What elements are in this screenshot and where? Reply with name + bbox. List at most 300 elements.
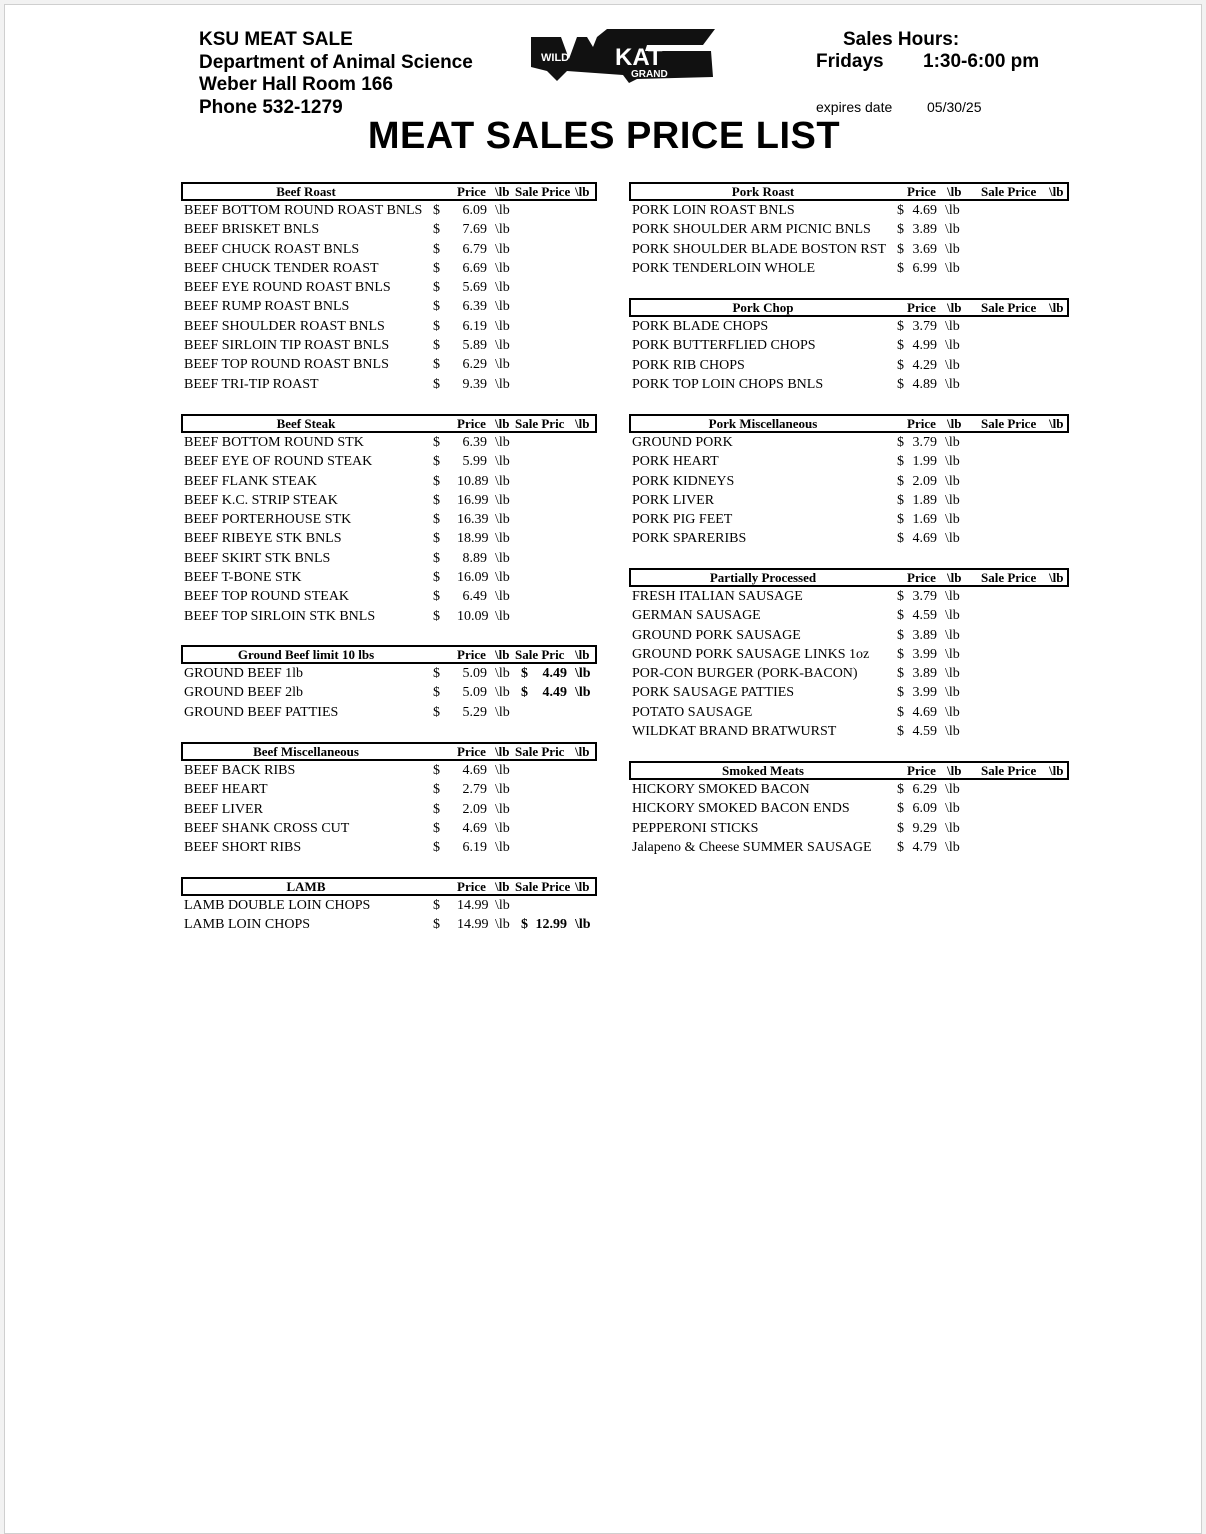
- currency-symbol: $: [433, 608, 440, 624]
- section-header: [181, 182, 597, 201]
- unit-column-header: \lb: [947, 763, 962, 778]
- item-name: PORK LOIN ROAST BNLS: [632, 203, 795, 218]
- item-name: GROUND BEEF PATTIES: [184, 704, 339, 720]
- sale-unit-column-header: \lb: [1049, 570, 1064, 585]
- currency-symbol: $: [433, 820, 440, 836]
- price-row: [181, 433, 597, 452]
- item-name: BEEF BOTTOM ROUND STK: [184, 435, 364, 450]
- currency-symbol: $: [433, 782, 440, 798]
- currency-symbol: $: [433, 203, 440, 218]
- currency-symbol: $: [897, 646, 904, 662]
- sale-price-column-header: Sale Price: [981, 416, 1037, 431]
- item-unit: \lb: [495, 318, 510, 334]
- price-column-header: Price: [457, 744, 486, 759]
- sale-currency-symbol: $: [521, 685, 528, 701]
- currency-symbol: $: [897, 319, 904, 334]
- item-name: BEEF TOP ROUND ROAST BNLS: [184, 357, 389, 373]
- section-title: Partially Processed: [709, 570, 817, 585]
- sale-unit: \lb: [575, 666, 591, 681]
- item-price: 6.29: [462, 357, 487, 373]
- item-unit: \lb: [495, 260, 510, 276]
- item-unit: \lb: [945, 492, 960, 508]
- item-unit: \lb: [495, 473, 510, 489]
- price-row: [629, 683, 1069, 702]
- currency-symbol: $: [897, 724, 904, 740]
- price-row: [181, 259, 597, 278]
- price-column-header: Price: [907, 416, 936, 431]
- item-unit: \lb: [945, 589, 960, 604]
- unit-column-header: \lb: [495, 416, 510, 431]
- department: Department of Animal Science: [199, 51, 473, 73]
- header-info: [199, 29, 473, 119]
- sale-price-column-header: Sale Pric: [515, 647, 565, 662]
- item-unit: \lb: [945, 241, 960, 257]
- currency-symbol: $: [433, 704, 440, 720]
- currency-symbol: $: [433, 685, 440, 701]
- item-price: 14.99: [457, 917, 489, 933]
- price-row: [629, 722, 1069, 741]
- item-unit: \lb: [945, 338, 960, 354]
- item-unit: \lb: [495, 203, 510, 218]
- section-header: [181, 414, 597, 433]
- currency-symbol: $: [433, 898, 440, 913]
- sale-unit-column-header: \lb: [575, 744, 590, 759]
- price-row: [181, 491, 597, 510]
- currency-symbol: $: [897, 492, 904, 508]
- price-row: [181, 375, 597, 394]
- currency-symbol: $: [433, 763, 440, 778]
- item-unit: \lb: [495, 376, 510, 392]
- item-price: 6.49: [462, 589, 487, 605]
- sale-unit-column-header: \lb: [1049, 300, 1064, 315]
- section-header: [629, 761, 1069, 780]
- item-unit: \lb: [945, 704, 960, 720]
- price-column-header: Price: [907, 300, 936, 315]
- item-name: GROUND BEEF 1lb: [184, 666, 304, 681]
- item-unit: \lb: [495, 454, 510, 470]
- currency-symbol: $: [433, 589, 440, 605]
- item-name: PORK TOP LOIN CHOPS BNLS: [632, 376, 824, 392]
- section-title: Beef Roast: [276, 184, 336, 199]
- item-name: BEEF RIBEYE STK BNLS: [184, 531, 342, 547]
- price-row: [629, 259, 1069, 278]
- item-price: 5.99: [462, 454, 487, 470]
- currency-symbol: $: [897, 608, 904, 624]
- section-header: [629, 568, 1069, 587]
- price-row: [181, 838, 597, 857]
- item-price: 16.09: [457, 570, 489, 586]
- currency-symbol: $: [433, 299, 440, 315]
- currency-symbol: $: [433, 338, 440, 354]
- item-price: 6.79: [462, 241, 487, 257]
- price-row: [629, 472, 1069, 491]
- currency-symbol: $: [897, 376, 904, 392]
- item-unit: \lb: [495, 666, 510, 681]
- item-unit: \lb: [495, 763, 510, 778]
- price-row: [629, 838, 1069, 857]
- section-header: [629, 182, 1069, 201]
- item-unit: \lb: [495, 685, 510, 701]
- item-name: POTATO SAUSAGE: [632, 704, 753, 720]
- item-name: BEEF BRISKET BNLS: [184, 222, 320, 238]
- item-unit: \lb: [945, 222, 960, 238]
- section-beef-steak: [181, 414, 597, 626]
- currency-symbol: $: [433, 376, 440, 392]
- item-price: 6.99: [912, 260, 937, 276]
- item-name: BEEF RUMP ROAST BNLS: [184, 299, 350, 315]
- currency-symbol: $: [897, 531, 904, 547]
- currency-symbol: $: [897, 222, 904, 238]
- section-header: [181, 645, 597, 664]
- currency-symbol: $: [897, 589, 904, 604]
- item-unit: \lb: [945, 376, 960, 392]
- section-title: Pork Miscellaneous: [708, 416, 818, 431]
- item-price: 16.99: [457, 492, 489, 508]
- sales-hours-label: Sales Hours:: [843, 29, 960, 50]
- item-price: 2.09: [462, 801, 487, 817]
- item-name: BEEF EYE ROUND ROAST BNLS: [184, 280, 391, 296]
- section-title: LAMB: [286, 879, 326, 894]
- org-name: KSU MEAT SALE: [199, 29, 353, 50]
- logo-grand-text: GRAND: [631, 69, 668, 80]
- section-header: [181, 877, 597, 896]
- section-smoked-meats: [629, 761, 1069, 857]
- item-price: 5.29: [462, 704, 487, 720]
- price-column-header: Price: [457, 647, 486, 662]
- item-price: 1.99: [912, 454, 937, 470]
- item-unit: \lb: [945, 260, 960, 276]
- sale-price: 4.49: [542, 685, 567, 701]
- item-price: 2.09: [912, 473, 937, 489]
- section-header: [181, 742, 597, 761]
- currency-symbol: $: [897, 704, 904, 720]
- currency-symbol: $: [897, 839, 904, 855]
- currency-symbol: $: [433, 260, 440, 276]
- item-name: BEEF BOTTOM ROUND ROAST BNLS: [184, 203, 423, 218]
- item-name: BEEF CHUCK ROAST BNLS: [184, 241, 360, 257]
- price-row: [629, 529, 1069, 548]
- currency-symbol: $: [433, 241, 440, 257]
- price-row: [629, 799, 1069, 818]
- item-name: BEEF TRI-TIP ROAST: [184, 376, 319, 392]
- item-price: 1.89: [912, 492, 937, 508]
- price-row: [181, 587, 597, 606]
- item-unit: \lb: [495, 222, 510, 238]
- item-name: PORK SHOULDER BLADE BOSTON RST: [632, 241, 887, 257]
- currency-symbol: $: [897, 666, 904, 682]
- price-row: [181, 355, 597, 374]
- item-unit: \lb: [945, 801, 960, 817]
- item-unit: \lb: [495, 898, 510, 913]
- unit-column-header: \lb: [495, 744, 510, 759]
- item-unit: \lb: [495, 704, 510, 720]
- expires-date: 05/30/25: [927, 99, 982, 115]
- item-unit: \lb: [945, 820, 960, 836]
- item-unit: \lb: [495, 299, 510, 315]
- logo-wild-text: WILD: [541, 52, 570, 64]
- item-price: 5.09: [462, 666, 487, 681]
- sale-unit-column-header: \lb: [1049, 416, 1064, 431]
- price-row: [629, 645, 1069, 664]
- price-column-header: Price: [907, 763, 936, 778]
- price-row: [629, 317, 1069, 336]
- sale-price: 4.49: [542, 666, 567, 681]
- unit-column-header: \lb: [495, 184, 510, 199]
- item-unit: \lb: [495, 512, 510, 528]
- price-row: [629, 664, 1069, 683]
- item-name: BEEF EYE OF ROUND STEAK: [184, 454, 373, 470]
- section-header: [629, 298, 1069, 317]
- section-pork-chop: [629, 298, 1069, 394]
- item-unit: \lb: [495, 820, 510, 836]
- currency-symbol: $: [897, 338, 904, 354]
- item-unit: \lb: [945, 435, 960, 450]
- price-row: [181, 201, 597, 220]
- section-pork-roast: [629, 182, 1069, 278]
- item-name: PORK SAUSAGE PATTIES: [632, 685, 795, 701]
- item-price: 6.39: [462, 435, 487, 450]
- item-unit: \lb: [945, 685, 960, 701]
- item-price: 6.09: [912, 801, 937, 817]
- item-unit: \lb: [495, 589, 510, 605]
- unit-column-header: \lb: [495, 647, 510, 662]
- item-price: 8.89: [462, 550, 487, 566]
- price-column-header: Price: [457, 416, 486, 431]
- currency-symbol: $: [897, 357, 904, 373]
- sale-price-column-header: Sale Pric: [515, 416, 565, 431]
- item-price: 4.89: [912, 376, 937, 392]
- sale-price-column-header: Sale Pric: [515, 744, 565, 759]
- sale-unit-column-header: \lb: [575, 416, 590, 431]
- item-name: POR-CON BURGER (PORK-BACON): [632, 666, 858, 682]
- unit-column-header: \lb: [947, 300, 962, 315]
- price-row: [181, 278, 597, 297]
- item-price: 6.19: [462, 840, 487, 856]
- item-name: BEEF SHOULDER ROAST BNLS: [184, 318, 385, 334]
- sale-price-column-header: Sale Price: [981, 763, 1037, 778]
- item-unit: \lb: [945, 839, 960, 855]
- item-name: BEEF SKIRT STK BNLS: [184, 550, 331, 566]
- logo-kat-text: KAT: [615, 44, 663, 71]
- sale-price-column-header: Sale Price: [515, 879, 571, 894]
- sale-unit: \lb: [575, 685, 591, 701]
- section-title: Ground Beef limit 10 lbs: [237, 647, 375, 662]
- item-unit: \lb: [495, 357, 510, 373]
- item-price: 4.79: [912, 839, 937, 855]
- item-name: BEEF LIVER: [184, 801, 263, 817]
- item-price: 16.39: [457, 512, 489, 528]
- item-name: PORK LIVER: [632, 492, 715, 508]
- price-row: [629, 606, 1069, 625]
- currency-symbol: $: [897, 512, 904, 528]
- item-unit: \lb: [495, 531, 510, 547]
- item-name: BEEF HEART: [184, 782, 268, 798]
- price-row: [181, 761, 597, 780]
- price-row: [629, 510, 1069, 529]
- item-unit: \lb: [495, 241, 510, 257]
- price-row: [629, 375, 1069, 394]
- item-price: 4.59: [912, 608, 937, 624]
- item-name: GROUND BEEF 2lb: [184, 685, 304, 701]
- room: Weber Hall Room 166: [199, 74, 393, 95]
- currency-symbol: $: [897, 203, 904, 218]
- price-row: [181, 297, 597, 316]
- item-price: 4.69: [912, 203, 937, 218]
- item-unit: \lb: [495, 608, 510, 624]
- item-unit: \lb: [945, 627, 960, 643]
- currency-symbol: $: [897, 782, 904, 797]
- sale-unit-column-header: \lb: [1049, 763, 1064, 778]
- currency-symbol: $: [433, 531, 440, 547]
- price-row: [629, 452, 1069, 471]
- currency-symbol: $: [433, 222, 440, 238]
- unit-column-header: \lb: [947, 570, 962, 585]
- item-price: 14.99: [457, 898, 489, 913]
- item-name: BEEF SHORT RIBS: [184, 840, 302, 856]
- item-name: PORK PIG FEET: [632, 512, 733, 528]
- item-price: 3.89: [912, 222, 937, 238]
- item-name: HICKORY SMOKED BACON ENDS: [632, 801, 850, 817]
- item-price: 4.69: [462, 820, 487, 836]
- item-unit: \lb: [945, 782, 960, 797]
- item-price: 3.89: [912, 666, 937, 682]
- sale-price-column-header: Sale Price: [981, 570, 1037, 585]
- price-row: [181, 683, 597, 702]
- item-unit: \lb: [945, 473, 960, 489]
- price-row: [181, 819, 597, 838]
- item-name: BEEF FLANK STEAK: [184, 473, 318, 489]
- sale-currency-symbol: $: [521, 917, 528, 933]
- price-column-header: Price: [457, 879, 486, 894]
- item-price: 3.89: [912, 627, 937, 643]
- item-name: PORK HEART: [632, 454, 719, 470]
- item-price: 4.69: [462, 763, 487, 778]
- price-row: [629, 780, 1069, 799]
- section-title: Pork Chop: [732, 300, 794, 315]
- item-name: LAMB DOUBLE LOIN CHOPS: [184, 898, 371, 913]
- section-title: Beef Steak: [276, 416, 336, 431]
- price-row: [629, 491, 1069, 510]
- item-name: Jalapeno & Cheese SUMMER SAUSAGE: [632, 839, 872, 855]
- item-price: 3.79: [912, 435, 937, 450]
- item-name: BEEF BACK RIBS: [184, 763, 296, 778]
- section-title: Pork Roast: [731, 184, 795, 199]
- unit-column-header: \lb: [947, 184, 962, 199]
- currency-symbol: $: [433, 512, 440, 528]
- item-price: 9.39: [462, 376, 487, 392]
- item-name: PORK KIDNEYS: [632, 473, 735, 489]
- item-name: BEEF T-BONE STK: [184, 570, 302, 586]
- currency-symbol: $: [433, 666, 440, 681]
- price-column-header: Price: [907, 570, 936, 585]
- sale-unit-column-header: \lb: [575, 647, 590, 662]
- phone: Phone 532-1279: [199, 96, 343, 118]
- price-row: [629, 433, 1069, 452]
- item-name: BEEF SIRLOIN TIP ROAST BNLS: [184, 338, 390, 354]
- item-name: GERMAN SAUSAGE: [632, 608, 761, 624]
- price-row: [629, 336, 1069, 355]
- price-row: [181, 549, 597, 568]
- item-unit: \lb: [495, 801, 510, 817]
- price-row: [181, 568, 597, 587]
- currency-symbol: $: [897, 820, 904, 836]
- item-name: PORK BUTTERFLIED CHOPS: [632, 338, 816, 354]
- item-unit: \lb: [945, 512, 960, 528]
- price-row: [181, 529, 597, 548]
- item-unit: \lb: [945, 666, 960, 682]
- item-name: BEEF SHANK CROSS CUT: [184, 820, 350, 836]
- currency-symbol: $: [897, 685, 904, 701]
- item-price: 10.09: [457, 608, 489, 624]
- currency-symbol: $: [897, 801, 904, 817]
- sales-time: 1:30-6:00 pm: [923, 51, 1040, 72]
- currency-symbol: $: [897, 435, 904, 450]
- price-row: [629, 201, 1069, 220]
- currency-symbol: $: [433, 280, 440, 296]
- sale-unit-column-header: \lb: [575, 879, 590, 894]
- currency-symbol: $: [433, 917, 440, 933]
- price-row: [629, 356, 1069, 375]
- item-unit: \lb: [495, 917, 510, 933]
- price-row: [181, 336, 597, 355]
- document-page: [4, 4, 1202, 1534]
- currency-symbol: $: [433, 840, 440, 856]
- price-row: [181, 703, 597, 722]
- item-price: 7.69: [462, 222, 487, 238]
- item-name: PEPPERONI STICKS: [632, 820, 759, 836]
- currency-symbol: $: [433, 435, 440, 450]
- price-row: [181, 607, 597, 626]
- price-row: [181, 780, 597, 799]
- price-row: [181, 240, 597, 259]
- currency-symbol: $: [433, 570, 440, 586]
- sale-price-column-header: Sale Price: [515, 184, 571, 199]
- item-price: 10.89: [457, 473, 489, 489]
- item-price: 6.09: [462, 203, 487, 218]
- item-name: PORK SPARERIBS: [632, 531, 747, 547]
- item-name: BEEF PORTERHOUSE STK: [184, 512, 352, 528]
- price-row: [181, 317, 597, 336]
- section-title: Smoked Meats: [722, 763, 804, 778]
- section-beef-roast: [181, 182, 597, 394]
- item-unit: \lb: [945, 646, 960, 662]
- item-price: 2.79: [462, 782, 487, 798]
- price-row: [629, 587, 1069, 606]
- item-price: 5.09: [462, 685, 487, 701]
- item-price: 3.79: [912, 319, 937, 334]
- sales-day: Fridays: [816, 51, 884, 72]
- item-unit: \lb: [945, 531, 960, 547]
- item-name: GROUND PORK SAUSAGE LINKS 1oz: [632, 646, 870, 662]
- currency-symbol: $: [897, 454, 904, 470]
- currency-symbol: $: [433, 357, 440, 373]
- price-row: [629, 626, 1069, 645]
- item-unit: \lb: [945, 608, 960, 624]
- item-name: BEEF CHUCK TENDER ROAST: [184, 260, 379, 276]
- item-price: 6.69: [462, 260, 487, 276]
- price-row: [181, 896, 597, 915]
- currency-symbol: $: [433, 550, 440, 566]
- item-unit: \lb: [495, 338, 510, 354]
- currency-symbol: $: [433, 318, 440, 334]
- expires-label: expires date: [816, 99, 893, 115]
- item-name: PORK BLADE CHOPS: [632, 319, 769, 334]
- item-unit: \lb: [945, 454, 960, 470]
- item-price: 4.69: [912, 704, 937, 720]
- item-price: 4.29: [912, 357, 937, 373]
- item-price: 4.59: [912, 724, 937, 740]
- item-unit: \lb: [495, 550, 510, 566]
